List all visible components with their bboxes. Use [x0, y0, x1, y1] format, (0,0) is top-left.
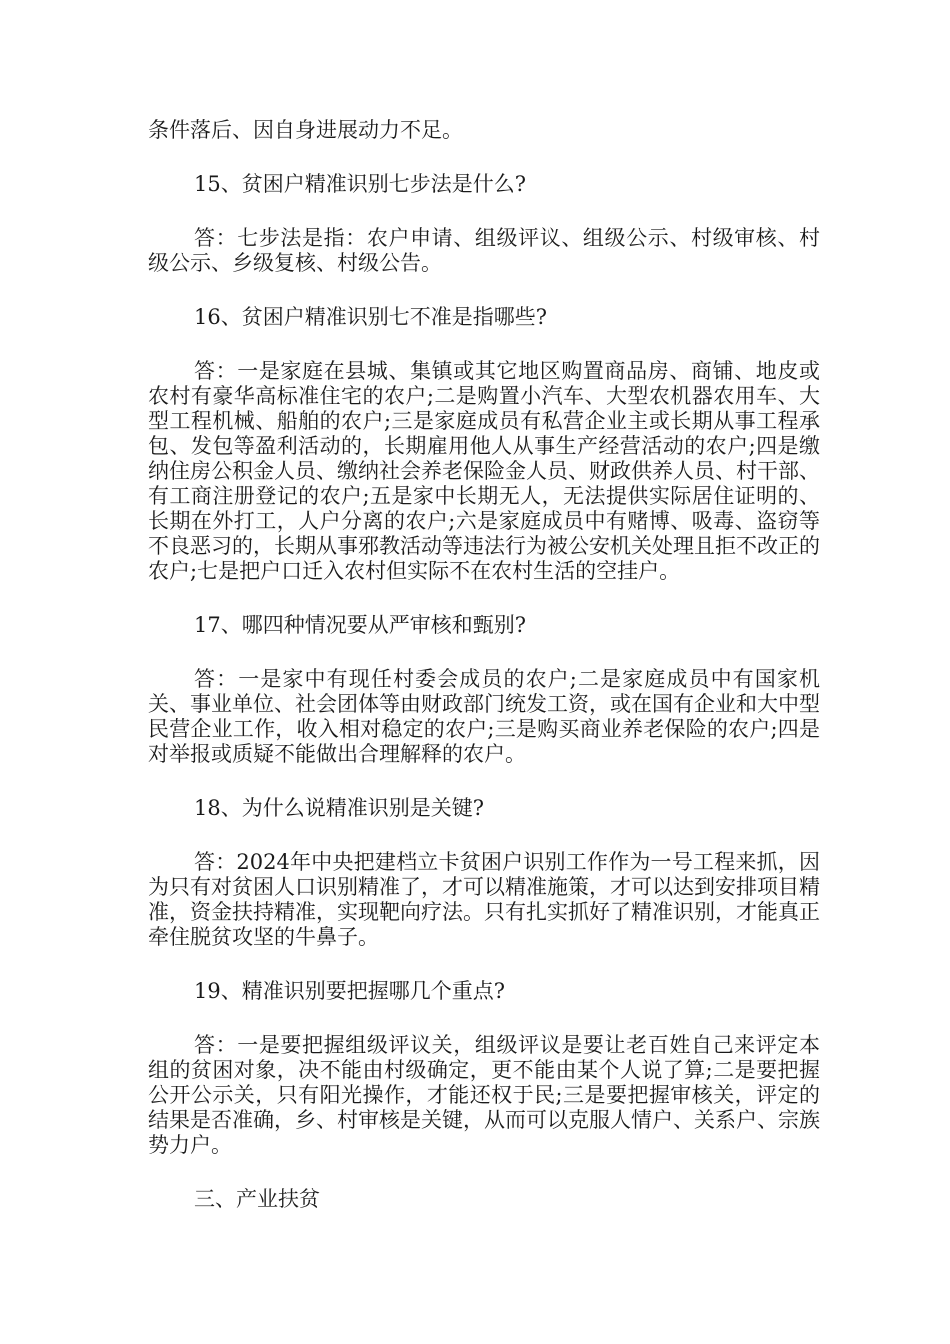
question-16: 16、贫困户精准识别七不准是指哪些?	[194, 305, 547, 329]
paragraph-continuation: 条件落后、因自身进展动力不足。	[148, 118, 463, 142]
question-18: 18、为什么说精准识别是关键?	[194, 796, 484, 820]
question-15: 15、贫困户精准识别七步法是什么?	[194, 172, 526, 196]
section-heading: 三、产业扶贫	[194, 1187, 320, 1211]
answer-17: 答：一是家中有现任村委会成员的农户;二是家庭成员中有国家机关、事业单位、社会团体等由财政部门统发工资，或在国有企业和大中型民营企业工作，收入相对稳定的农户;三是购买商业养老保险的农户;四是对举报或质疑不能做出合理解释的农户。	[148, 667, 820, 766]
question-19: 19、精准识别要把握哪几个重点?	[194, 979, 505, 1003]
document-body	[148, 118, 820, 1212]
question-17: 17、哪四种情况要从严审核和甄别?	[194, 613, 526, 637]
answer-19: 答：一是要把握组级评议关，组级评议是要让老百姓自己来评定本组的贫困对象，决不能由村级确定，更不能由某个人说了算;二是要把握公开公示关，只有阳光操作，才能还权于民;三是要把握审核关，评定的结果是否准确，乡、村审核是关键，从而可以克服人情户、关系户、宗族势力户。	[148, 1033, 820, 1157]
answer-18: 答：2024年中央把建档立卡贫困户识别工作作为一号工程来抓，因为只有对贫困人口识别精准了，才可以精准施策，才可以达到安排项目精准，资金扶持精准，实现靶向疗法。只有扎实抓好了精准识别，才能真正牵住脱贫攻坚的牛鼻子。	[148, 850, 820, 949]
answer-15: 答：七步法是指：农户申请、组级评议、组级公示、村级审核、村级公示、乡级复核、村级公告。	[148, 226, 820, 275]
answer-16: 答：一是家庭在县城、集镇或其它地区购置商品房、商铺、地皮或农村有豪华高标准住宅的农户;二是购置小汽车、大型农机器农用车、大型工程机械、船舶的农户;三是家庭成员有私营企业主或长期从事工程承包、发包等盈利活动的，长期雇用他人从事生产经营活动的农户;四是缴纳住房公积金人员、缴纳社会养老保险金人员、财政供养人员、村干部、有工商注册登记的农户;五是家中长期无人，无法提供实际居住证明的、长期在外打工，人户分离的农户;六是家庭成员中有赌博、吸毒、盗窃等不良恶习的，长期从事邪教活动等违法行为被公安机关处理且拒不改正的农户;七是把户口迁入农村但实际不在农村生活的空挂户。	[148, 359, 820, 583]
